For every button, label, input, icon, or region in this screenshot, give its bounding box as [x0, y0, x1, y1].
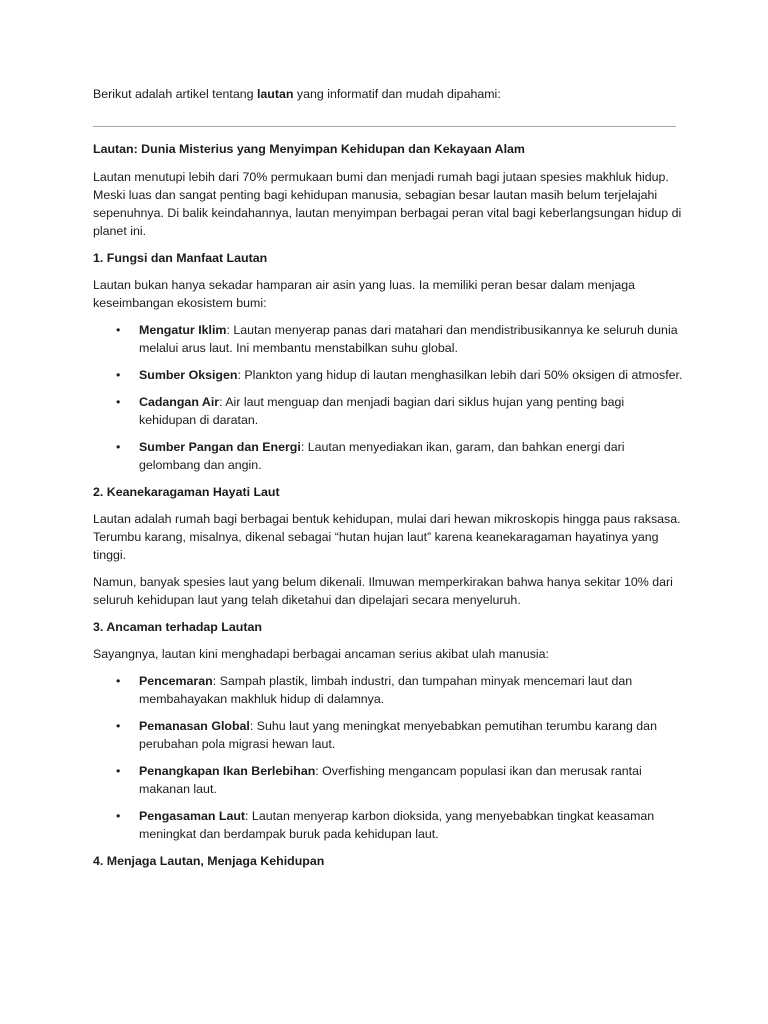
intro-line — [93, 85, 683, 103]
list-item-text: : Air laut menguap dan menjadi bagian dari siklus hujan yang penting bagi kehidupan di daratan. — [139, 395, 625, 427]
section-3-paragraph: Sayangnya, lautan kini menghadapi berbagai ancaman serius akibat ulah manusia: — [93, 647, 549, 661]
section-1-paragraph: Lautan bukan hanya sekadar hamparan air asin yang luas. Ia memiliki peran besar dalam menjaga keseimbangan ekosistem bumi: — [93, 278, 636, 310]
list-item-term: Pengasaman Laut — [139, 809, 246, 823]
list-item-text: : Lautan menyerap karbon dioksida, yang menyebabkan tingkat keasaman meningkat dan berdampak buruk pada kehidupan laut. — [139, 809, 655, 841]
bullet-icon: • — [116, 719, 121, 733]
section-heading-1: 1. Fungsi dan Manfaat Lautan — [93, 251, 268, 265]
bullet-icon: • — [116, 440, 121, 454]
list-item-term: Pencemaran — [139, 674, 213, 688]
list-item-term: Penangkapan Ikan Berlebihan — [139, 764, 316, 778]
section-3-list — [93, 672, 683, 843]
list-item — [93, 672, 683, 708]
list-item — [93, 438, 683, 474]
list-item — [93, 393, 683, 429]
section-2-paragraph-2: Namun, banyak spesies laut yang belum dikenali. Ilmuwan memperkirakan bahwa hanya sekitar 10% dari seluruh kehidupan laut yang telah diketahui dan dipelajari secara menyeluruh. — [93, 575, 673, 607]
list-item-term: Mengatur Iklim — [139, 323, 227, 337]
intro-text-before: Berikut adalah artikel tentang — [93, 87, 257, 101]
bullet-icon: • — [116, 764, 121, 778]
section-1-list — [93, 321, 683, 474]
list-item — [93, 762, 683, 798]
list-item-text: : Sampah plastik, limbah industri, dan tumpahan minyak mencemari laut dan membahayakan makhluk hidup di dalamnya. — [139, 674, 633, 706]
bullet-icon: • — [116, 674, 121, 688]
list-item — [93, 717, 683, 753]
bullet-icon: • — [116, 368, 121, 382]
list-item-text: : Lautan menyediakan ikan, garam, dan bahkan energi dari gelombang dan angin. — [139, 440, 625, 472]
intro-keyword: lautan — [256, 87, 294, 101]
document-page — [93, 85, 683, 879]
section-heading-2: 2. Keanekaragaman Hayati Laut — [93, 485, 280, 499]
list-item-term: Cadangan Air — [139, 395, 220, 409]
lead-paragraph: Lautan menutupi lebih dari 70% permukaan bumi dan menjadi rumah bagi jutaan spesies makhluk hidup. Meski luas dan sangat penting bagi kehidupan manusia, sebagian besar lautan masih belum terjelajahi sepenuhnya. Di balik keindahannya, lautan menyimpan berbagai peran vital bagi keberlangsungan hidup di planet ini. — [93, 170, 682, 238]
list-item-text: : Suhu laut yang meningkat menyebabkan pemutihan terumbu karang dan perubahan pola migrasi hewan laut. — [139, 719, 657, 751]
bullet-icon: • — [116, 323, 121, 337]
list-item-term: Pemanasan Global — [139, 719, 250, 733]
article-title: Lautan: Dunia Misterius yang Menyimpan Kehidupan dan Kekayaan Alam — [93, 142, 525, 156]
list-item-term: Sumber Oksigen — [139, 368, 238, 382]
intro-text-after: yang informatif dan mudah dipahami: — [293, 87, 501, 101]
bullet-icon: • — [116, 395, 121, 409]
horizontal-divider — [93, 126, 676, 127]
list-item-text: : Plankton yang hidup di lautan menghasilkan lebih dari 50% oksigen di atmosfer. — [237, 368, 683, 382]
list-item-text: : Overfishing mengancam populasi ikan dan merusak rantai makanan laut. — [139, 764, 642, 796]
list-item-text: : Lautan menyerap panas dari matahari dan mendistribusikannya ke seluruh dunia melalui arus laut. Ini membantu menstabilkan suhu global. — [139, 323, 678, 355]
list-item-term: Sumber Pangan dan Energi — [139, 440, 301, 454]
section-heading-4: 4. Menjaga Lautan, Menjaga Kehidupan — [93, 854, 325, 868]
list-item — [93, 366, 683, 384]
section-heading-3: 3. Ancaman terhadap Lautan — [93, 620, 262, 634]
list-item — [93, 807, 683, 843]
bullet-icon: • — [116, 809, 121, 823]
section-2-paragraph-1: Lautan adalah rumah bagi berbagai bentuk kehidupan, mulai dari hewan mikroskopis hingga paus raksasa. Terumbu karang, misalnya, dikenal sebagai “hutan hujan laut” karena keanekaragaman hayatinya yang tinggi. — [93, 512, 681, 562]
list-item — [93, 321, 683, 357]
